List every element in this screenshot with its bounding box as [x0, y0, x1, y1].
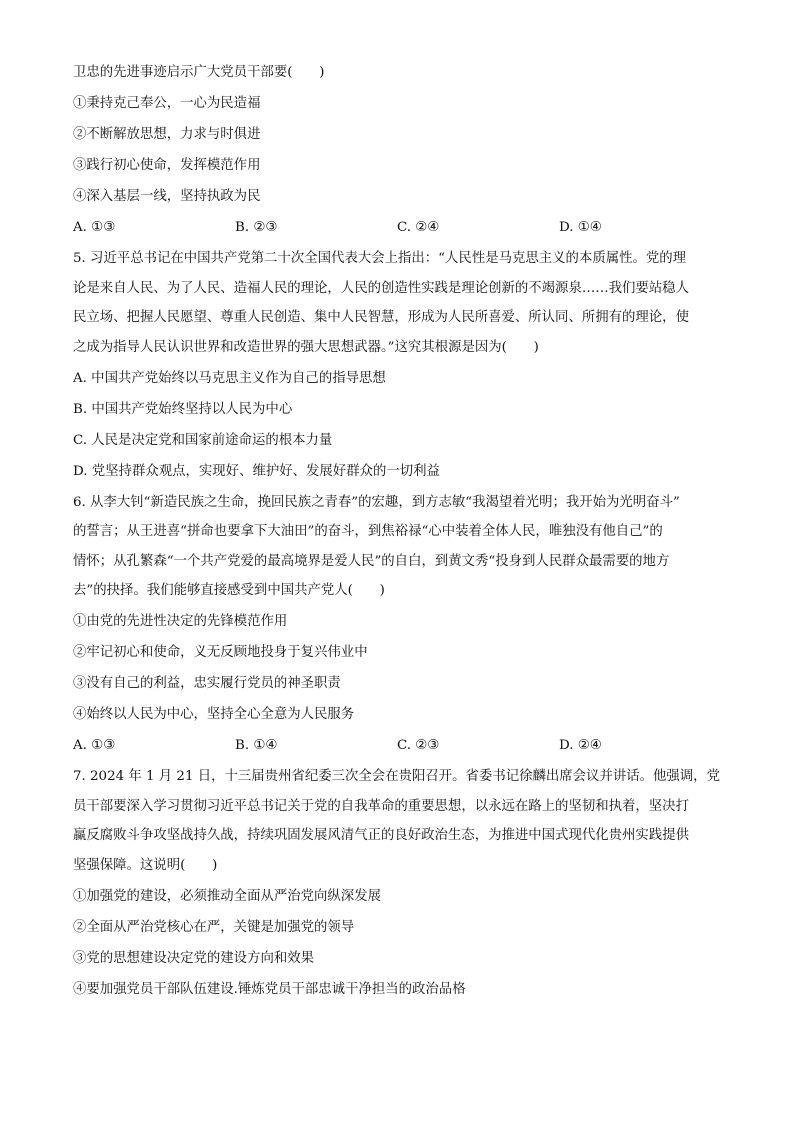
q4-choice-d: D. ①④ — [559, 220, 602, 235]
q5-stem-line: 论是来自人民、为了人民、造福人民的理论，人民的创造性实践是理论创新的不竭源泉……我们要站稳人 — [73, 280, 689, 296]
q6-option-4: ④始终以人民为中心，坚持全心全意为人民服务 — [73, 707, 355, 722]
q4-choices — [73, 217, 723, 239]
q7-stem-line: 7. 2024 年 1 月 21 日，十三届贵州省纪委三次全会在贵阳召开。省委书记徐麟出席会议并讲话。他强调，党 — [73, 769, 720, 784]
q5-option-d: D. 党坚持群众观点，实现好、维护好、发展好群众的一切利益 — [73, 463, 440, 479]
q7-stem-line: 赢反腐败斗争攻坚战持久战，持续巩固发展风清气正的良好政治生态，为推进中国式现代化贵州实践提供 — [73, 828, 689, 843]
q4-option-2: ②不断解放思想，力求与时俱进 — [73, 127, 261, 142]
q4-option-4: ④深入基层一线，坚持执政为民 — [73, 189, 261, 204]
q4-choice-c: C. ②④ — [397, 220, 440, 235]
q6-stem-line: 情怀；从孔繁森“一个共产党爱的最高境界是爱人民”的自白，到黄文秀“投身到人民群众最需要的地方 — [73, 553, 670, 569]
q7-stem — [73, 766, 723, 877]
q7-option-4: ④要加强党员干部队伍建设.锤炼党员干部忠诚干净担当的政治品格 — [73, 981, 466, 997]
q6-choices — [73, 735, 723, 757]
q4-choice-b: B. ②③ — [235, 220, 278, 235]
q4-stem: 卫忠的先进事迹启示广大党员干部要( ) — [73, 65, 325, 80]
q5-stem-line: 民立场、把握人民愿望、尊重人民创造、集中人民智慧，形成为人民所喜爱、所认同、所拥有的理论，使 — [73, 310, 689, 325]
q6-option-2: ②牢记初心和使命，义无反顾地投身于复兴伟业中 — [73, 645, 368, 660]
q6-choice-b: B. ①④ — [235, 738, 278, 753]
q5-option-b: B. 中国共产党始终坚持以人民为中心 — [73, 401, 293, 417]
q6-choice-d: D. ②④ — [559, 738, 602, 753]
q5-stem-line: 5. 习近平总书记在中国共产党第二十次全国代表大会上指出：“人民性是马克思主义的本质属性。党的理 — [73, 251, 687, 266]
q6-stem-line: 去”的抉择。我们能够直接感受到中国共产党人( ) — [73, 583, 385, 598]
q6-stem-line: 6. 从李大钊“新造民族之生命，挽回民族之青春”的宏趣，到方志敏“我渴望着光明；我开始为光明奋斗” — [73, 494, 680, 510]
q7-option-1: ①加强党的建设，必须推动全面从严治党向纵深发展 — [73, 888, 381, 904]
q6-choice-a: A. ①③ — [73, 738, 116, 753]
q6-choice-c: C. ②③ — [397, 738, 440, 753]
q5-stem-line: 之成为指导人民认识世界和改造世界的强大思想武器。”这究其根源是因为( ) — [73, 339, 539, 355]
q6-stem-line: 的誓言；从王进喜“拼命也要拿下大油田”的奋斗，到焦裕禄“心中装着全体人民，唯独没有他自己”的 — [73, 524, 663, 539]
q7-stem-line: 坚强保障。这说明( ) — [73, 857, 218, 873]
q6-option-3: ③没有自己的利益，忠实履行党员的神圣职责 — [73, 676, 341, 691]
q6-option-1: ①由党的先进性决定的先锋模范作用 — [73, 614, 288, 629]
q7-stem-line: 员干部要深入学习贯彻习近平总书记关于党的自我革命的重要思想，以永远在路上的坚韧和执着，坚决打 — [73, 798, 689, 814]
q7-option-3: ③党的思想建设决定党的建设方向和效果 — [73, 950, 315, 966]
q5-option-a: A. 中国共产党始终以马克思主义作为自己的指导思想 — [73, 370, 386, 386]
q4-choice-a: A. ①③ — [73, 220, 116, 235]
q4-option-3: ③践行初心使命，发挥模范作用 — [73, 158, 261, 173]
q7-option-2: ②全面从严治党核心在严，关键是加强党的领导 — [73, 919, 355, 935]
q5-option-c: C. 人民是决定党和国家前途命运的根本力量 — [73, 432, 333, 448]
q6-stem — [73, 492, 723, 603]
q5-stem — [73, 248, 723, 359]
question-content — [73, 62, 723, 1010]
q4-option-1: ①秉持克己奉公，一心为民造福 — [73, 96, 261, 111]
